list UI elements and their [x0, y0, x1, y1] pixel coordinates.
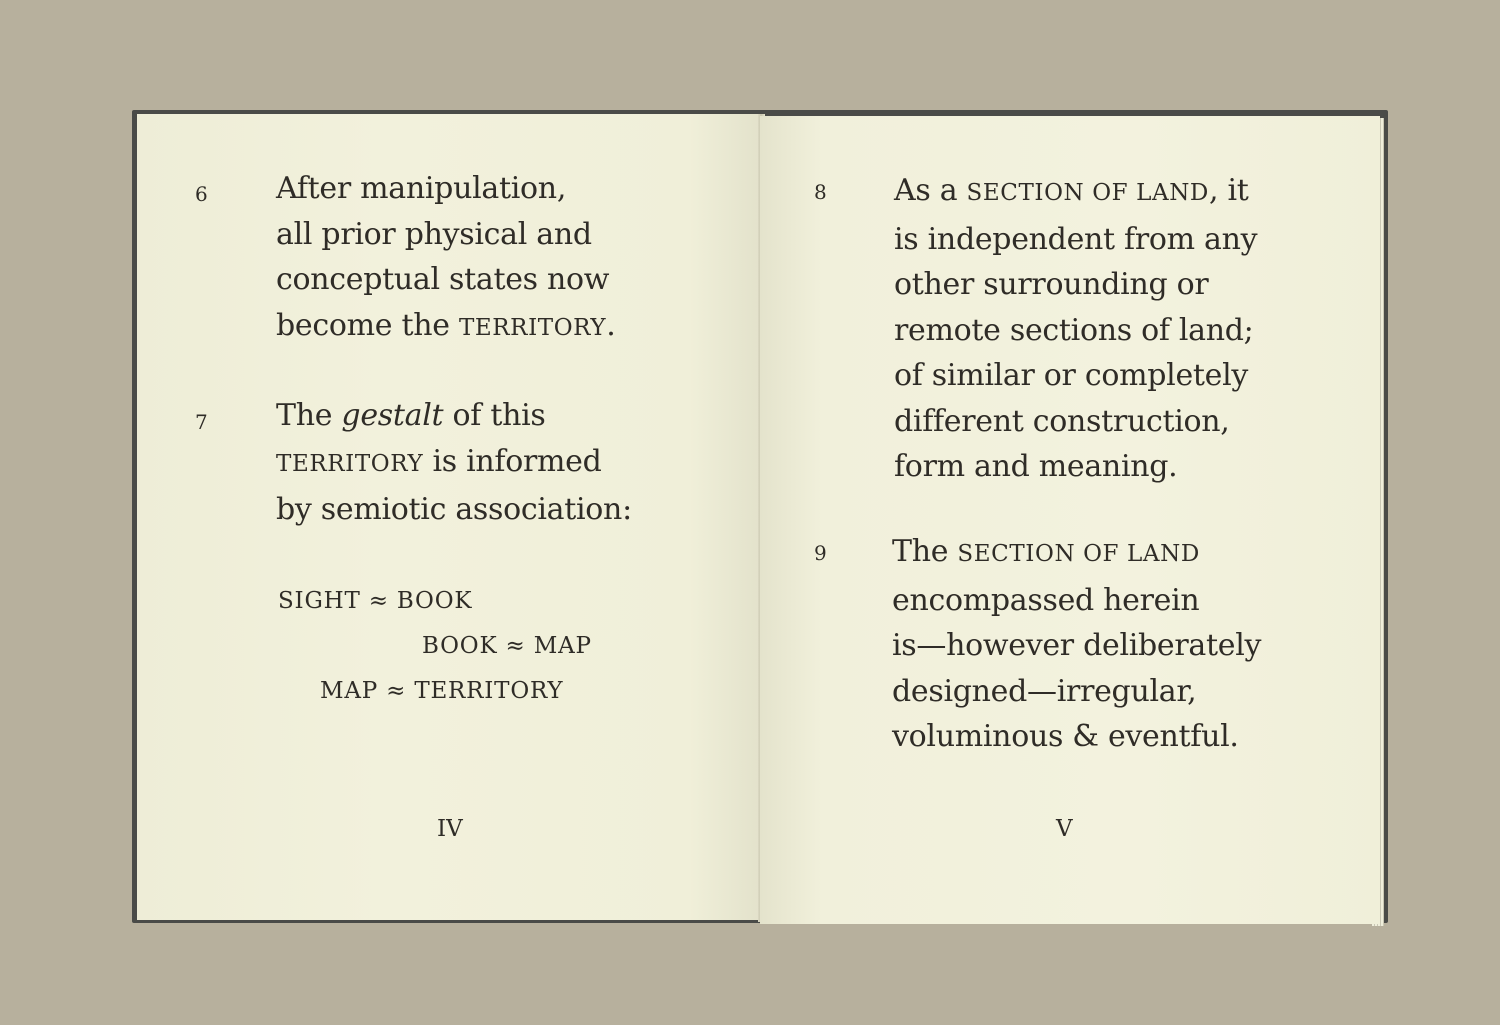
entry-8-line-5: of similar or completely	[894, 358, 1249, 393]
entry-6-text	[276, 166, 615, 351]
entry-9-line-1	[892, 529, 1261, 578]
entry-6-smallcaps-territory: TERRITORY	[458, 314, 607, 341]
entry-number-9: 9	[814, 541, 827, 565]
entry-8-line-4: remote sections of land;	[894, 312, 1254, 348]
entry-6-line-4-prefix: become the	[276, 307, 459, 343]
equation-sight-book: SIGHT ≈ BOOK	[278, 588, 473, 614]
entry-8-line-2: is independent from any	[894, 221, 1258, 257]
entry-9-line-2: encompassed herein	[892, 582, 1200, 618]
entry-7-text	[276, 393, 632, 533]
entry-9-text	[892, 529, 1261, 760]
right-page	[760, 116, 1380, 924]
entry-6-line-4-suffix: .	[606, 307, 616, 343]
open-book	[132, 110, 1388, 926]
entry-8-line-6: different construction,	[894, 403, 1230, 439]
entry-9-line-5: voluminous & eventful.	[892, 719, 1239, 754]
entry-9-line-1-prefix: The	[892, 534, 958, 569]
entry-8-line-3: other surrounding or	[894, 267, 1209, 302]
entry-number-8: 8	[814, 180, 827, 204]
entry-8-smallcaps-section-of-land: SECTION OF LAND	[966, 180, 1209, 206]
entry-6-line-4	[276, 303, 615, 352]
entry-7-line-1-suffix: of this	[443, 398, 546, 433]
entry-8-line-7: form and meaning.	[894, 449, 1178, 484]
entry-9-line-3: is—however deliberately	[892, 628, 1262, 663]
entry-number-6: 6	[195, 182, 208, 206]
entry-7-line-1-prefix: The	[276, 398, 342, 433]
entry-6-line-1: After manipulation,	[276, 171, 567, 206]
entry-7-italic-gestalt: gestalt	[341, 398, 444, 433]
equation-book-map: BOOK ≈ MAP	[422, 633, 592, 659]
entry-7-line-2-suffix: is informed	[423, 443, 602, 479]
left-page	[137, 114, 765, 920]
entry-8-line-1-prefix: As a	[894, 173, 967, 208]
entry-9-smallcaps-section-of-land: SECTION OF LAND	[957, 541, 1200, 567]
equation-map-territory: MAP ≈ TERRITORY	[320, 678, 564, 704]
entry-6-line-3: conceptual states now	[276, 262, 610, 297]
entry-9-line-4: designed—irregular,	[892, 673, 1197, 709]
folio-left: IV	[437, 816, 463, 842]
entry-8-line-1	[894, 168, 1257, 217]
folio-right: V	[1056, 816, 1073, 842]
entry-8-text	[894, 168, 1257, 490]
entry-8-line-1-suffix: , it	[1208, 173, 1249, 208]
entry-6-line-2: all prior physical and	[276, 216, 592, 252]
entry-7-line-1	[276, 393, 632, 439]
entry-7-smallcaps-territory: TERRITORY	[276, 450, 424, 477]
entry-7-line-3: by semiotic association:	[276, 492, 632, 527]
entry-7-line-2	[276, 439, 632, 488]
entry-number-7: 7	[195, 410, 208, 434]
